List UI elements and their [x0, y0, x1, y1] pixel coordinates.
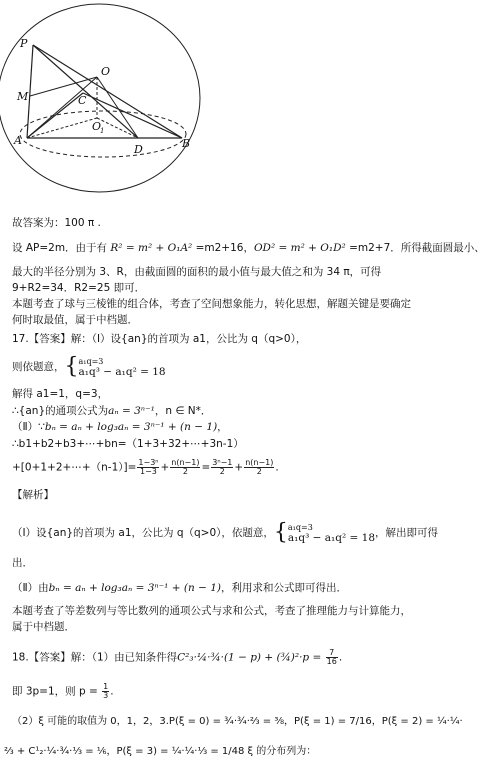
text-segment: 则依题意，: [12, 361, 65, 373]
edge-AO1: [27, 118, 97, 138]
text-line-17: [12, 581, 347, 595]
text-line-5: 本题考查了球与三棱锥的组合体，考查了空间想象能力，转化思想，解题关键是要确定: [12, 298, 411, 310]
text-line-9: 解得 a1=1，q=3，: [12, 388, 109, 400]
text-segment: =m2+16，: [192, 242, 254, 254]
text-segment: =m2+7．所得截面圆最小、: [345, 242, 485, 254]
fraction: [211, 459, 233, 476]
text-line-4: 9+R2=34．R2=25 即可．: [12, 282, 146, 294]
fraction: [102, 683, 109, 700]
text-segment: ∴{an}的通项公式为: [12, 405, 109, 417]
text-segment: ，利用求和公式即可得出．: [220, 582, 347, 594]
text-line-11: [12, 420, 228, 434]
fraction: [326, 649, 338, 666]
analysis-heading: 【解析】: [12, 489, 54, 501]
text-line-12: ∴b1+b2+b3+⋯+bn=（1+3+32+⋯+3n-1）: [12, 438, 244, 450]
problem-18-answer: 18.【答案】解：（1）由已知条件得C²₃·¼·¾·(1 − p) + (¾)²·p = $\frac{7}{16}$ .: [12, 648, 343, 666]
text-line-23: ⅔ + C¹₂·¼·¾·⅓ = ⅙，P(ξ = 3) = ¼·¼·⅓ = 1/48 ξ 的分布列为：: [4, 746, 317, 757]
text-segment: （Ⅱ）∵: [12, 421, 45, 433]
equals-sign: =: [201, 461, 211, 474]
label-A: A: [14, 134, 22, 147]
text-line-18: 本题考查了等差数列与等比数列的通项公式与求和公式，考查了推理能力与计算能力，: [12, 605, 411, 617]
edge-PD: [33, 45, 138, 138]
denominator: 2: [256, 467, 262, 476]
text-line-6: 何时取最值，属于中档题．: [12, 314, 138, 326]
formula-bn: bₙ = aₙ + log₃aₙ = 3ⁿ⁻¹ + (n − 1): [44, 421, 218, 433]
text-line-19: 属于中档题．: [12, 621, 75, 633]
tetrahedron-in-sphere-figure: [0, 0, 447, 205]
formula-bn: bₙ = aₙ + log₃aₙ = 3ⁿ⁻¹ + (n − 1): [48, 582, 221, 594]
text-line-15: [12, 522, 438, 544]
text-segment: （Ⅰ）设{an}的首项为 a1，公比为 q（q>0），依题意，: [12, 527, 274, 539]
denominator: 3: [103, 691, 109, 700]
numerator: 3ⁿ−1: [212, 458, 233, 467]
denominator: 2: [219, 467, 225, 476]
edge-AO: [27, 77, 97, 138]
text-line-22: （2）ξ 可能的取值为 0，1，2，3.P(ξ = 0) = ¾·¾·⅔ = ⅜，P(ξ = 1) = 7/16，P(ξ = 2) = ¼·¼·: [12, 716, 463, 727]
label-O: O: [101, 65, 111, 78]
formula-an: aₙ = 3ⁿ⁻¹: [108, 405, 155, 417]
fraction: [170, 459, 200, 476]
numerator: n(n−1): [245, 458, 274, 467]
formula-probability: C²₃·¼·¾·(1 − p) + (¾)²·p =: [177, 651, 325, 664]
text-line-10: [12, 404, 211, 418]
denominator: 16: [326, 657, 337, 666]
label-O1-sub: 1: [100, 127, 105, 135]
text-segment: ，n ∈ N*．: [154, 405, 212, 417]
label-M: M: [17, 90, 29, 103]
text-line-8: [12, 356, 166, 378]
equation-system: [79, 356, 166, 378]
text-line-1: 故答案为：100 π .: [12, 217, 101, 229]
brace: {: [273, 520, 288, 545]
system-row-2: a₁q³ − a₁q² = 18: [287, 532, 376, 544]
label-B: B: [182, 137, 191, 150]
formula-R-squared: R² = m² + O₁A²: [110, 242, 193, 254]
problem-17-answer: 17.【答案】解：（Ⅰ）设{an}的首项为 a1，公比为 q（q>0），: [12, 333, 307, 345]
edge-PB: [33, 45, 182, 138]
label-O1: O: [92, 120, 102, 133]
fraction: [244, 459, 274, 476]
label-P: P: [20, 37, 28, 50]
text-line-13: +[0+1+2+⋯+（n-1）]= $\frac{\text{1−3ⁿ}}{1-3}$ + $\frac{n(n-1)}{2}$ = $\frac{\text{3ⁿ−1}}{2}$ + $\frac{n(n-1)}{2}$ .: [12, 458, 279, 476]
text-segment: ，解出即可得: [375, 527, 439, 539]
numerator: 7: [326, 649, 338, 658]
text-segment: 设 AP=2m．由于有: [12, 242, 111, 254]
system-row-1: a₁q=3: [78, 357, 104, 366]
text-line-2: [12, 241, 485, 255]
text-segment: ，: [217, 421, 228, 433]
text-line-3: 最大的半径分别为 3、R，由截面圆的面积的最小值与最大值之和为 34 π，可得: [12, 266, 382, 278]
fraction: [137, 459, 159, 476]
equation-system: [288, 522, 375, 544]
text-segment: （Ⅱ）由: [12, 582, 49, 594]
label-C: C: [78, 94, 87, 107]
text-segment: 即 3p=1，则 p =: [12, 685, 102, 698]
label-D: D: [134, 143, 143, 156]
text-line-16: 出．: [12, 557, 33, 569]
numerator: 1−3ⁿ: [138, 458, 159, 467]
text-line-21: 即 3p=1，则 p = $\frac{1}{3}$ .: [12, 682, 114, 700]
system-row-1: a₁q=3: [287, 523, 313, 532]
denominator: 1−3: [140, 467, 157, 476]
text-segment: +[0+1+2+⋯+（n-1）]=: [12, 461, 137, 474]
denominator: 2: [182, 467, 188, 476]
formula-OD-squared: OD² = m² + O₁D²: [253, 242, 346, 254]
system-row-2: a₁q³ − a₁q² = 18: [78, 366, 166, 378]
numerator: 1: [103, 682, 109, 691]
text-segment: 18.【答案】解：（1）由已知条件得: [12, 651, 178, 664]
brace: {: [64, 354, 79, 379]
numerator: n(n−1): [171, 458, 200, 467]
